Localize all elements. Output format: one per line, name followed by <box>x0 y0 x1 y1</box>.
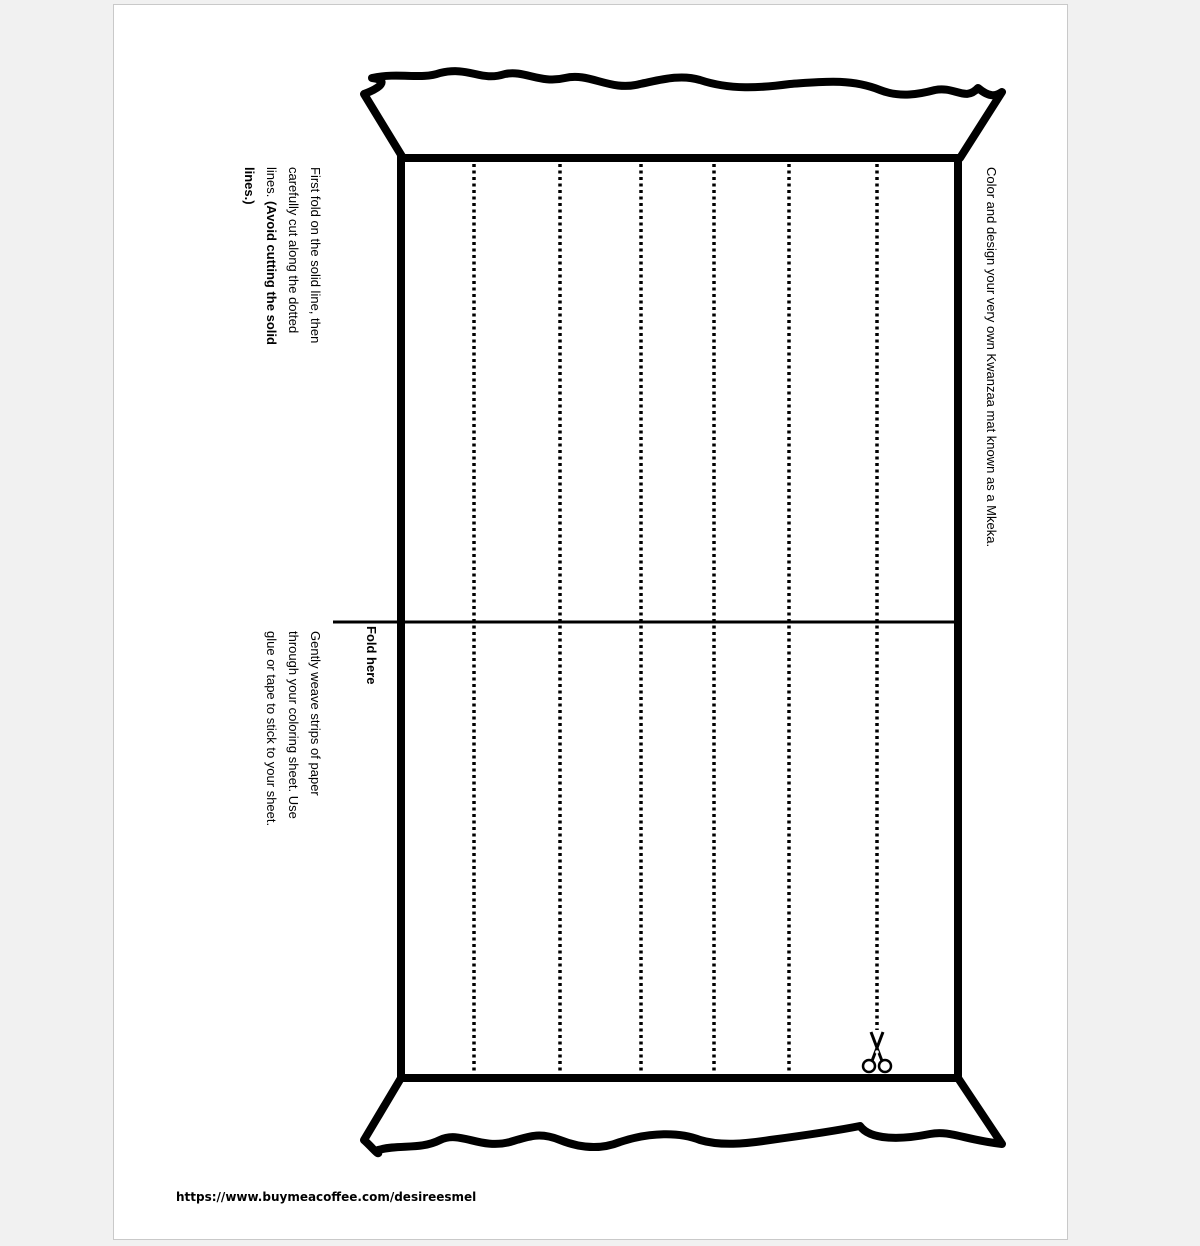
footer-link[interactable]: https://www.buymeacoffee.com/desireesmel <box>176 1190 477 1204</box>
title-instruction: Color and design your very own Kwanzaa mat known as a Mkeka. <box>984 167 999 548</box>
cut-instruction-warning: (Avoid cutting the solid lines.) <box>242 167 279 345</box>
top-fringe <box>364 71 1002 158</box>
mat-outline <box>401 158 958 1078</box>
cut-instruction-text: First fold on the solid line, then carefully cut along the dotted lines. <box>264 167 323 344</box>
cut-instruction <box>238 167 326 367</box>
weave-instruction: Gently weave strips of paper through your coloring sheet. Use glue or tape to stick to your sheet. <box>264 631 323 827</box>
scissors-icon <box>863 1032 891 1072</box>
cut-lines <box>474 164 877 1074</box>
bottom-fringe <box>364 1078 1002 1153</box>
fold-here-label: Fold here <box>364 626 379 685</box>
